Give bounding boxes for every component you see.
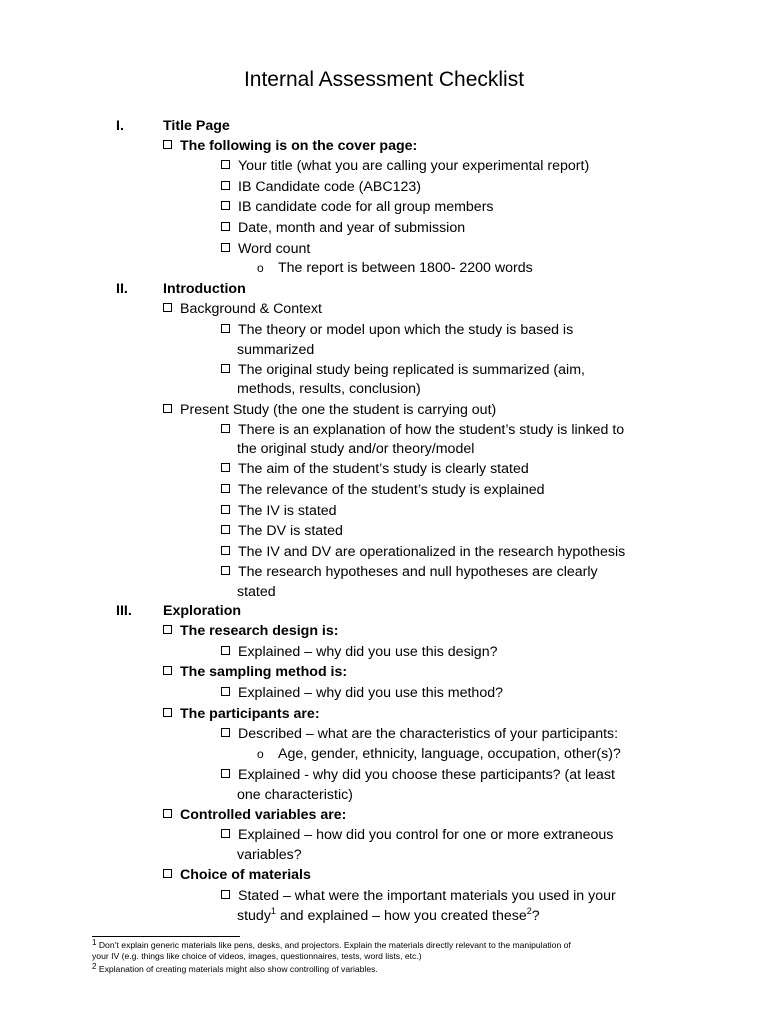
- footnote-ref-1[interactable]: 1: [270, 906, 276, 916]
- checklist-item[interactable]: The aim of the student’s study is clearly stated: [221, 460, 529, 478]
- checklist-group[interactable]: The participants are:: [163, 705, 320, 723]
- checklist-item[interactable]: The IV is stated: [221, 502, 337, 520]
- checklist-group[interactable]: The sampling method is:: [163, 663, 347, 681]
- checklist-item[interactable]: The IV and DV are operationalized in the research hypothesis: [221, 543, 625, 561]
- checkbox-icon[interactable]: [163, 809, 172, 818]
- checklist-item[interactable]: The original study being replicated is summarized (aim,: [221, 361, 585, 379]
- checklist-group[interactable]: Background & Context: [163, 300, 322, 318]
- checkbox-icon[interactable]: [221, 222, 230, 231]
- section-heading-title-page: Title Page: [163, 118, 230, 134]
- section-numeral-2: II.: [116, 281, 128, 297]
- footnote-1-continuation: your IV (e.g. things like choice of videos, images, questionnaires, tests, word lists, etc.): [92, 951, 422, 961]
- footnote-ref-2[interactable]: 2: [526, 906, 532, 916]
- checkbox-icon[interactable]: [221, 463, 230, 472]
- section-heading-introduction: Introduction: [163, 281, 246, 297]
- checkbox-icon[interactable]: [221, 829, 230, 838]
- checklist-item-continuation: study$^1$ and explained – how you created these$^2$?: [237, 906, 540, 924]
- checklist-group[interactable]: Present Study (the one the student is carrying out): [163, 401, 496, 419]
- checklist-item-continuation: variables?: [237, 847, 302, 863]
- checkbox-icon[interactable]: [163, 869, 172, 878]
- checkbox-icon[interactable]: [221, 566, 230, 575]
- bullet-subitem: o The report is between 1800- 2200 words: [257, 260, 533, 276]
- checklist-item-continuation: stated: [237, 584, 276, 600]
- checkbox-icon[interactable]: [221, 546, 230, 555]
- checkbox-icon[interactable]: [221, 525, 230, 534]
- bullet-subitem: o Age, gender, ethnicity, language, occupation, other(s)?: [257, 746, 621, 762]
- checklist-group[interactable]: Choice of materials: [163, 866, 311, 884]
- circle-bullet-icon: o: [257, 261, 264, 275]
- checkbox-icon[interactable]: [221, 181, 230, 190]
- checklist-group[interactable]: The following is on the cover page:: [163, 137, 417, 155]
- checklist-item[interactable]: IB candidate code for all group members: [221, 198, 494, 216]
- checklist-group[interactable]: Controlled variables are:: [163, 806, 346, 824]
- footnote-1: $^1$ Don’t explain generic materials like pens, desks, and projectors. Explain the materials directly relevant to the manipulation of: [92, 938, 571, 950]
- checklist-item[interactable]: The research hypotheses and null hypotheses are clearly: [221, 563, 598, 581]
- section-numeral-1: I.: [116, 118, 124, 134]
- footnote-2: $^2$ Explanation of creating materials might also show controlling of variables.: [92, 962, 378, 974]
- checklist-item[interactable]: Word count: [221, 240, 310, 258]
- checkbox-icon[interactable]: [221, 769, 230, 778]
- checkbox-icon[interactable]: [221, 201, 230, 210]
- checkbox-icon[interactable]: [163, 140, 172, 149]
- checklist-item[interactable]: Date, month and year of submission: [221, 219, 465, 237]
- checkbox-icon[interactable]: [221, 890, 230, 899]
- checklist-item[interactable]: The theory or model upon which the study is based is: [221, 321, 573, 339]
- page-title: Internal Assessment Checklist: [243, 68, 525, 91]
- checkbox-icon[interactable]: [221, 424, 230, 433]
- checklist-item[interactable]: Explained – why did you use this design?: [221, 643, 497, 661]
- checklist-item[interactable]: There is an explanation of how the student’s study is linked to: [221, 421, 624, 439]
- checklist-item[interactable]: IB Candidate code (ABC123): [221, 178, 421, 196]
- checkbox-icon[interactable]: [163, 404, 172, 413]
- checklist-item[interactable]: Explained - why did you choose these participants? (at least: [221, 766, 615, 784]
- checklist-group[interactable]: The research design is:: [163, 622, 339, 640]
- checkbox-icon[interactable]: [221, 484, 230, 493]
- section-numeral-3: III.: [116, 603, 132, 619]
- checkbox-icon[interactable]: [221, 324, 230, 333]
- checklist-item-continuation: the original study and/or theory/model: [237, 441, 475, 457]
- section-heading-exploration: Exploration: [163, 603, 242, 619]
- checkbox-icon[interactable]: [221, 243, 230, 252]
- checkbox-icon[interactable]: [163, 666, 172, 675]
- checkbox-icon[interactable]: [163, 625, 172, 634]
- checklist-item-continuation: methods, results, conclusion): [237, 381, 421, 397]
- checkbox-icon[interactable]: [163, 303, 172, 312]
- checkbox-icon[interactable]: [221, 687, 230, 696]
- checklist-item[interactable]: Stated – what were the important materials you used in your: [221, 887, 616, 905]
- checklist-item[interactable]: Described – what are the characteristics of your participants:: [221, 725, 618, 743]
- checkbox-icon[interactable]: [221, 728, 230, 737]
- checklist-item[interactable]: Explained – how did you control for one or more extraneous: [221, 826, 613, 844]
- checklist-item[interactable]: Explained – why did you use this method?: [221, 684, 503, 702]
- checkbox-icon[interactable]: [163, 708, 172, 717]
- checklist-item[interactable]: The relevance of the student’s study is explained: [221, 481, 545, 499]
- checkbox-icon[interactable]: [221, 364, 230, 373]
- checkbox-icon[interactable]: [221, 646, 230, 655]
- checklist-item[interactable]: The DV is stated: [221, 522, 343, 540]
- checkbox-icon[interactable]: [221, 505, 230, 514]
- checkbox-icon[interactable]: [221, 160, 230, 169]
- circle-bullet-icon: o: [257, 747, 264, 761]
- checklist-item[interactable]: Your title (what you are calling your experimental report): [221, 157, 589, 175]
- footnote-divider: [92, 936, 240, 937]
- checklist-item-continuation: one characteristic): [237, 787, 353, 803]
- checklist-item-continuation: summarized: [237, 342, 315, 358]
